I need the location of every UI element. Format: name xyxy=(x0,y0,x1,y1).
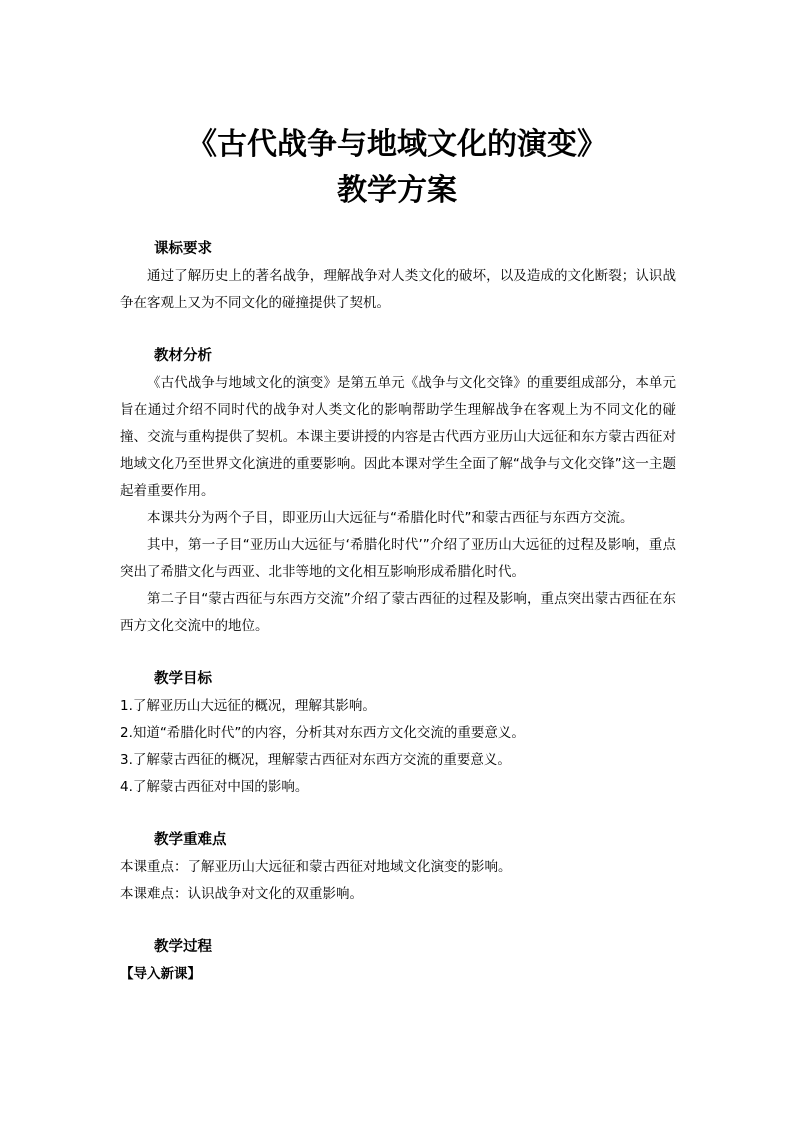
analysis-paragraph: 《古代战争与地域文化的演变》是第五单元《战争与文化交锋》的重要组成部分，本单元旨在通过介绍不同时代的战争对人类文化的影响帮助学生理解战争在客观上为不同文化的碰撞、交流与重构提供了契机。本课主要讲授的内容是古代西方亚历山大远征和东方蒙古西征对地域文化乃至世界文化演进的重要影响。因此本课对学生全面了解“战争与文化交锋”这一主题起着重要作用。 xyxy=(120,375,676,499)
section-heading-standards: 课标要求 xyxy=(154,241,212,257)
key-point-item: 本课重点：了解亚历山大远征和蒙古西征对地域文化演变的影响。 xyxy=(120,859,512,875)
key-point-item: 本课难点：认识战争对文化的双重影响。 xyxy=(120,886,363,902)
section-heading-analysis: 教材分析 xyxy=(154,348,212,364)
objective-item: 3.了解蒙古西征的概况，理解蒙古西征对东西方交流的重要意义。 xyxy=(120,752,511,768)
section-heading-key-points: 教学重难点 xyxy=(154,832,227,848)
objective-item: 4.了解蒙古西征对中国的影响。 xyxy=(120,779,309,795)
analysis-paragraph: 其中，第一子目“亚历山大远征与‘希腊化时代’”介绍了亚历山大远征的过程及影响，重点突出了希腊文化与西亚、北非等地的文化相互影响形成希腊化时代。 xyxy=(120,537,676,580)
title-line-2: 教学方案 xyxy=(337,173,457,208)
section-gap xyxy=(120,908,676,934)
document-body xyxy=(120,236,676,988)
document-title xyxy=(0,122,794,214)
analysis-paragraph: 本课共分为两个子目，即亚历山大远征与“希腊化时代”和蒙古西征与东西方交流。 xyxy=(147,510,634,526)
section-heading-objectives: 教学目标 xyxy=(154,671,212,687)
section-gap xyxy=(120,640,676,666)
standards-paragraph: 通过了解历史上的著名战争，理解战争对人类文化的破坏，以及造成的文化断裂；认识战争在客观上又为不同文化的碰撞提供了契机。 xyxy=(120,268,676,311)
analysis-paragraph: 第二子目“蒙古西征与东西方交流”介绍了蒙古西征的过程及影响，重点突出蒙古西征在东西方文化交流中的地位。 xyxy=(120,591,676,634)
section-gap xyxy=(120,317,676,343)
objective-item: 1.了解亚历山大远征的概况，理解其影响。 xyxy=(120,698,376,714)
section-gap xyxy=(120,801,676,827)
objective-item: 2.知道“希腊化时代”的内容，分析其对东西方文化交流的重要意义。 xyxy=(120,725,525,741)
title-line-1: 《古代战争与地域文化的演变》 xyxy=(187,127,607,162)
section-heading-process: 教学过程 xyxy=(154,939,212,955)
process-subheading: 【导入新课】 xyxy=(120,966,201,982)
